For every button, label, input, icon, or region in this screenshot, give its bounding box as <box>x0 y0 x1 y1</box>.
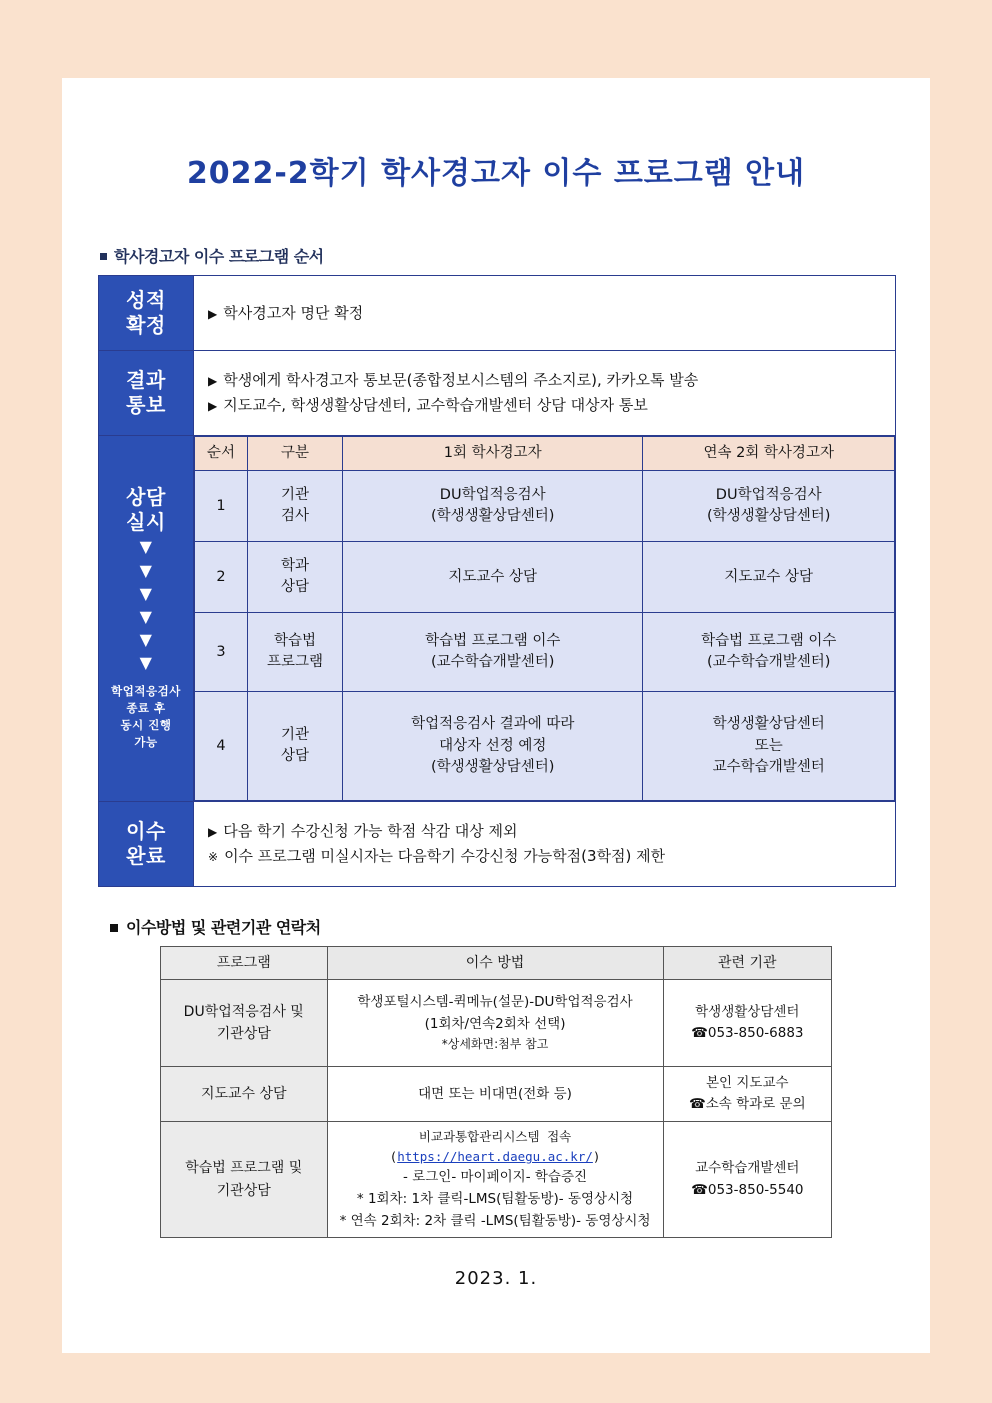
down-arrow-icon: ▼ <box>139 653 153 673</box>
contact-col-program: 프로그램 <box>161 947 328 980</box>
square-bullet-icon <box>110 924 118 932</box>
stage-note-line4: 가능 <box>134 735 158 750</box>
down-arrow-icon: ▼ <box>139 607 153 626</box>
contact-col-org: 관련 기관 <box>663 947 831 980</box>
stage-counsel-line1: 상담 <box>126 485 166 510</box>
schedule-row-4-first-l3: (학생생활상담센터) <box>431 758 555 775</box>
schedule-row-4-first-l1: 학업적응검사 결과에 따라 <box>411 716 575 733</box>
stage-grade-confirm <box>99 276 194 351</box>
stage-completion <box>99 802 194 887</box>
schedule-row-1-kind-l1: 기관 <box>280 487 309 503</box>
schedule-table <box>194 436 895 801</box>
footer-date: 2023. 1. <box>454 1268 538 1290</box>
down-arrow-icon: ▼ <box>139 537 153 557</box>
contact-row-2-method: 대면 또는 비대면(전화 등) <box>327 1067 663 1122</box>
down-arrow-icon: ▼ <box>139 630 153 650</box>
flow-row-counseling <box>99 436 896 802</box>
stage-complete-line2: 완료 <box>126 844 166 869</box>
schedule-row-3-first <box>343 613 643 692</box>
triangle-bullet-icon: ▶ <box>208 306 218 321</box>
schedule-row-1-first-l1: DU학업적응검사 <box>439 487 546 503</box>
stage-complete-line1: 이수 <box>126 819 166 844</box>
notice-item-1 <box>208 393 885 418</box>
schedule-row <box>195 613 895 692</box>
contact-row-1-org-l1: 학생생활상담센터 <box>695 1003 800 1020</box>
stage-counseling <box>99 436 194 802</box>
schedule-row-4-second-l3: 교수학습개발센터 <box>712 758 825 775</box>
contact-row-1-method <box>327 980 663 1067</box>
schedule-col-second: 연속 2회 학사경고자 <box>643 437 895 471</box>
schedule-row-3-second <box>643 613 895 692</box>
schedule-row-1-first-l2: (학생생활상담센터) <box>431 508 555 525</box>
down-arrow-icon: ▼ <box>139 560 153 580</box>
triangle-bullet-icon: ▶ <box>208 399 218 413</box>
schedule-row-2-first: 지도교수 상담 <box>343 542 643 613</box>
stage-notice-line1: 결과 <box>126 368 166 392</box>
schedule-row-4-second <box>643 692 895 801</box>
stage-grade-line1: 성적 <box>126 288 166 312</box>
stage-counsel-line2: 실시 <box>126 510 166 535</box>
notice-content-cell <box>194 351 896 436</box>
stage-note-line1: 학업적응검사 <box>111 683 181 698</box>
contact-row-3-program-l2: 기관상담 <box>216 1182 271 1199</box>
contact-row-1-program-l2: 기관상담 <box>216 1026 271 1043</box>
complete-item-0-text: 다음 학기 수강신청 가능 학점 삭감 대상 제외 <box>223 822 518 841</box>
contact-row-3-method-l2: - 로그인- 마이페이지- 학습증진 <box>403 1169 588 1186</box>
contact-row-3-program <box>161 1122 328 1238</box>
schedule-cell <box>194 436 896 802</box>
contact-row-3-org-phone: ☎053-850-5540 <box>691 1181 804 1198</box>
schedule-row <box>195 471 895 542</box>
schedule-col-first: 1회 학사경고자 <box>343 437 643 471</box>
section-heading-program-order <box>100 244 930 267</box>
schedule-row-2-second: 지도교수 상담 <box>643 542 895 613</box>
page-title: 2022-2학기 학사경고자 이수 프로그램 안내 <box>186 156 806 191</box>
schedule-row-1-kind <box>248 471 343 542</box>
schedule-row-1-second-l2: (학생생활상담센터) <box>707 508 831 525</box>
stage-note-line3: 동시 진행 <box>120 718 172 733</box>
contact-row-3-method-l1: 비교과통합관리시스템 접속(https://heart.daegu.ac.kr/) <box>389 1129 601 1165</box>
flow-row-grade <box>99 276 896 351</box>
schedule-row-3-no: 3 <box>195 613 248 692</box>
contact-row-1-program <box>161 980 328 1067</box>
document-page <box>62 78 930 1353</box>
contact-row-1-org <box>663 980 831 1067</box>
schedule-row-2-kind-l1: 학과 <box>280 558 309 574</box>
schedule-row-4-first-l2: 대상자 선정 예정 <box>439 737 547 754</box>
stage-grade-line2: 확정 <box>126 313 166 337</box>
notice-item-0 <box>208 368 885 393</box>
complete-item-1-text: 이수 프로그램 미실시자는 다음학기 수강신청 가능학점(3학점) 제한 <box>224 847 666 866</box>
schedule-row-2-kind-l2: 상담 <box>280 579 309 596</box>
contact-row-3-org-l1: 교수학습개발센터 <box>695 1160 800 1177</box>
flow-row-notice <box>99 351 896 436</box>
complete-content-cell <box>194 802 896 887</box>
schedule-row-3-first-l2: (교수학습개발센터) <box>431 654 555 671</box>
grade-item-0 <box>208 301 885 326</box>
contact-row-2-org-phone: ☎소속 학과로 문의 <box>688 1096 806 1113</box>
schedule-row-4-first <box>343 692 643 801</box>
schedule-row-1-second <box>643 471 895 542</box>
schedule-row-4-second-l2: 또는 <box>754 737 783 754</box>
schedule-row-3-kind-l1: 학습법 <box>273 633 317 649</box>
section2-heading-text: 이수방법 및 관련기관 연락처 <box>126 918 321 938</box>
reference-mark-icon: ※ <box>208 850 219 865</box>
square-bullet-icon <box>100 253 107 260</box>
schedule-row <box>195 542 895 613</box>
schedule-row-4-second-l1: 학생생활상담센터 <box>712 716 825 733</box>
stage-result-notice <box>99 351 194 436</box>
grade-content-cell <box>194 276 896 351</box>
schedule-row-3-kind <box>248 613 343 692</box>
program-flow-table <box>98 275 896 887</box>
schedule-row-1-no: 1 <box>195 471 248 542</box>
down-arrow-icon-group <box>100 535 192 674</box>
down-arrow-icon: ▼ <box>139 583 153 603</box>
schedule-row-3-second-l1: 학습법 프로그램 이수 <box>701 633 837 649</box>
contact-row-2-program: 지도교수 상담 <box>161 1067 328 1122</box>
contact-row <box>161 1122 832 1238</box>
schedule-row <box>195 692 895 801</box>
section1-heading-text: 학사경고자 이수 프로그램 순서 <box>114 247 324 266</box>
schedule-row-4-no: 4 <box>195 692 248 801</box>
stage-note-text <box>100 675 192 758</box>
schedule-row-2-kind <box>248 542 343 613</box>
schedule-row-1-first <box>343 471 643 542</box>
contact-row-3-program-l1: 학습법 프로그램 및 <box>185 1160 303 1177</box>
contact-row-3-org <box>663 1122 831 1238</box>
schedule-row-1-second-l1: DU학업적응검사 <box>715 487 822 503</box>
contact-row-1-program-l1: DU학업적응검사 및 <box>183 1004 304 1021</box>
complete-item-1 <box>208 844 885 869</box>
contact-row-3-method <box>327 1122 663 1238</box>
contact-row-1-method-l3: *상세화면:첨부 참고 <box>441 1037 549 1052</box>
contact-table <box>160 946 832 1238</box>
contact-row-3-method-l4: * 연속 2회차: 2차 클릭 -LMS(팀활동방)- 동영상시청 <box>339 1212 651 1229</box>
contact-col-method: 이수 방법 <box>327 947 663 980</box>
schedule-row-3-first-l1: 학습법 프로그램 이수 <box>425 633 561 649</box>
contact-header-row <box>161 947 832 980</box>
notice-item-0-text: 학생에게 학사경고자 통보문(종합정보시스템의 주소지로), 카카오톡 발송 <box>223 371 699 390</box>
contact-row-1-method-l1: 학생포털시스템-퀵메뉴(설문)-DU학업적응검사 <box>357 994 633 1011</box>
heart-system-link[interactable]: https://heart.daegu.ac.kr/ <box>397 1149 593 1165</box>
contact-row <box>161 1067 832 1122</box>
contact-row-3-method-l3: * 1회차: 1차 클릭-LMS(팀활동방)- 동영상시청 <box>356 1191 634 1207</box>
complete-item-0 <box>208 819 885 844</box>
section-heading-methods <box>110 915 930 938</box>
schedule-row-1-kind-l2: 검사 <box>280 508 309 525</box>
notice-item-1-text: 지도교수, 학생생활상담센터, 교수학습개발센터 상담 대상자 통보 <box>223 396 648 414</box>
schedule-row-3-kind-l2: 프로그램 <box>266 654 324 671</box>
schedule-row-4-kind-l1: 기관 <box>280 727 309 743</box>
schedule-col-kind: 구분 <box>248 437 343 471</box>
contact-row-2-org <box>663 1067 831 1122</box>
contact-row-1-org-phone: ☎053-850-6883 <box>691 1025 804 1042</box>
schedule-row-2-no: 2 <box>195 542 248 613</box>
stage-note-line2: 종료 후 <box>126 700 166 715</box>
schedule-row-3-second-l2: (교수학습개발센터) <box>707 654 831 671</box>
contact-row <box>161 980 832 1067</box>
schedule-header-row <box>195 437 895 471</box>
contact-row-1-method-l2: (1회차/연속2회차 선택) <box>424 1015 566 1032</box>
flow-row-complete <box>99 802 896 887</box>
grade-item-0-text: 학사경고자 명단 확정 <box>223 303 364 322</box>
triangle-bullet-icon: ▶ <box>208 374 218 389</box>
schedule-row-4-kind <box>248 692 343 801</box>
contact-row-2-org-l1: 본인 지도교수 <box>706 1074 789 1091</box>
triangle-bullet-icon: ▶ <box>208 825 218 840</box>
stage-notice-line2: 통보 <box>126 393 166 417</box>
schedule-col-no: 순서 <box>195 437 248 471</box>
schedule-row-4-kind-l2: 상담 <box>280 748 309 765</box>
